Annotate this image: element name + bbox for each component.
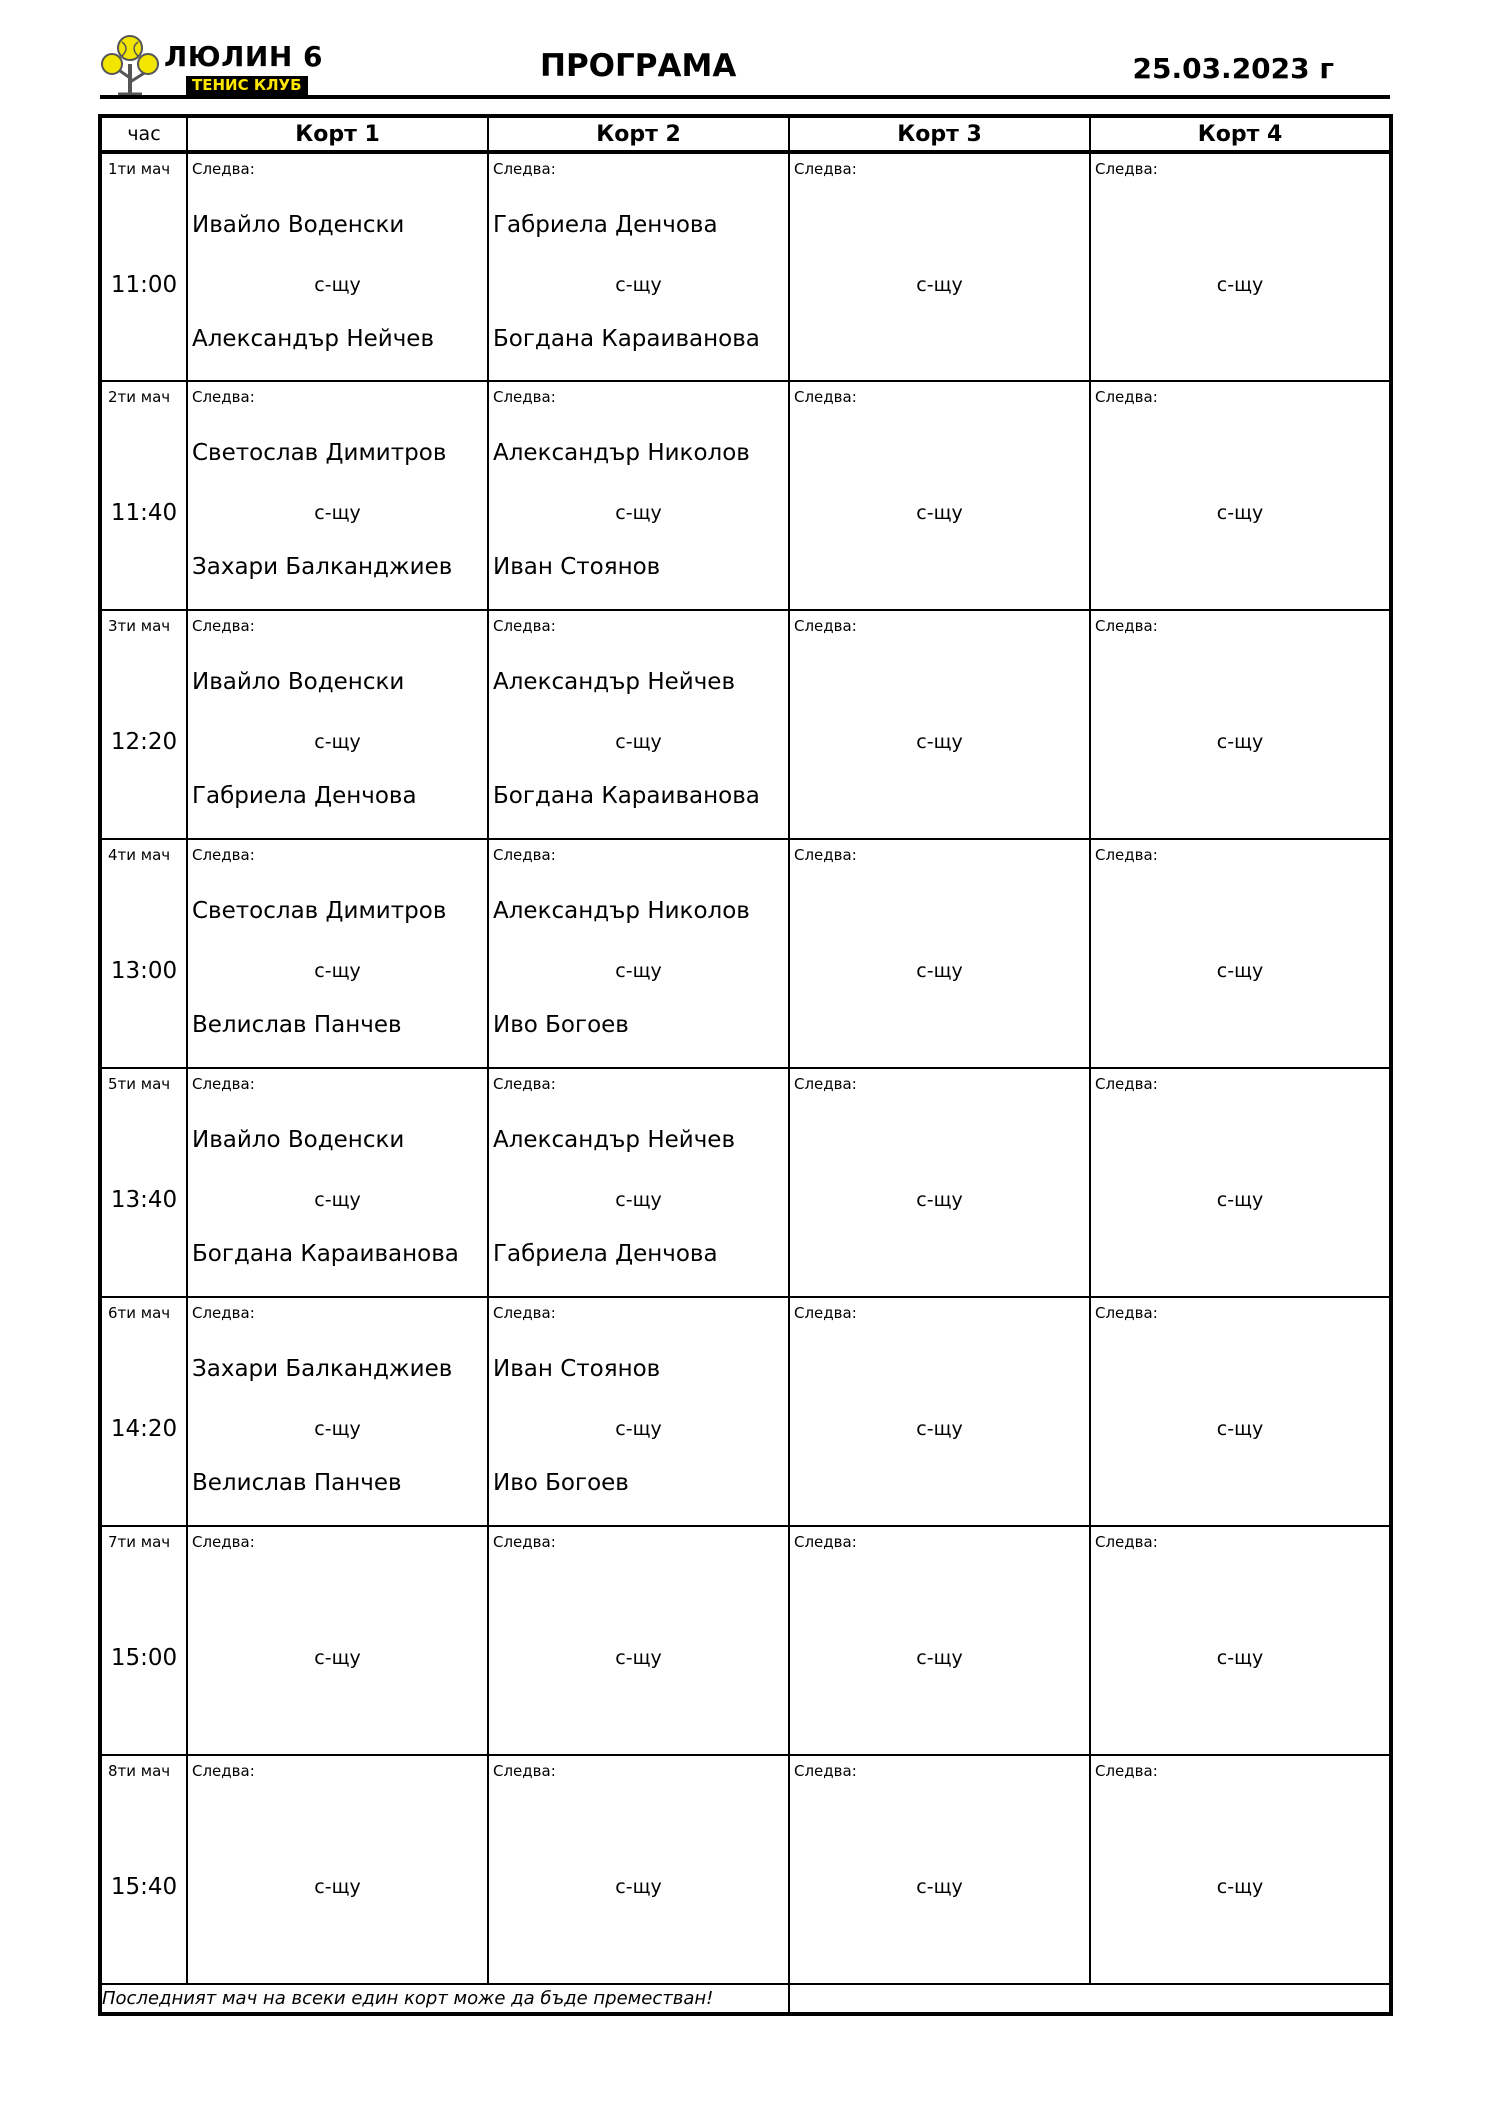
hour-column-header: час (100, 116, 187, 152)
player-two: Богдана Караиванова (493, 783, 760, 809)
versus-label: с-щу (615, 1647, 662, 1669)
versus-label: с-щу (314, 731, 361, 753)
match-time-cell (100, 152, 187, 381)
court-1-cell (187, 1297, 488, 1526)
match-time-cell (100, 1526, 187, 1755)
court-1-cell (187, 152, 488, 381)
match-time-cell (100, 1297, 187, 1526)
court-4-cell (1090, 1297, 1391, 1526)
match-number: 7ти мач (108, 1533, 171, 1551)
versus-label: с-щу (314, 274, 361, 296)
match-number: 6ти мач (108, 1304, 171, 1322)
court-3-cell (789, 1297, 1090, 1526)
player-two: Велислав Панчев (192, 1470, 402, 1496)
versus-label: с-щу (314, 1876, 361, 1898)
versus-label: с-щу (1216, 1189, 1264, 1211)
court-4-cell (1090, 1755, 1391, 1984)
versus-label: с-щу (615, 274, 662, 296)
player-one: Александър Нейчев (493, 1127, 736, 1153)
next-label: Следва: (192, 1304, 255, 1322)
table-row (100, 1068, 1391, 1297)
table-row (100, 1755, 1391, 1984)
match-number: 5ти мач (108, 1075, 171, 1093)
next-label: Следва: (794, 846, 857, 864)
player-one: Александър Николов (493, 440, 750, 466)
player-one: Светослав Димитров (192, 440, 447, 466)
match-start-time: 13:40 (110, 1187, 178, 1213)
versus-label: с-щу (1216, 731, 1264, 753)
court-2-cell (488, 152, 789, 381)
versus-label: с-щу (1216, 274, 1264, 296)
footer-row (100, 1984, 1391, 2014)
match-number: 8ти мач (108, 1762, 171, 1780)
match-time-cell (100, 610, 187, 839)
footer-note: Последният мач на всеки един корт може да бъде преместван! (100, 1984, 789, 2014)
court-4-cell (1090, 1068, 1391, 1297)
versus-label: с-щу (314, 1647, 361, 1669)
court-4-cell (1090, 381, 1391, 610)
next-label: Следва: (1095, 388, 1158, 406)
next-label: Следва: (192, 388, 255, 406)
next-label: Следва: (493, 1533, 556, 1551)
club-name: ЛЮЛИН 6 (164, 40, 323, 73)
player-one: Александър Николов (493, 898, 750, 924)
next-label: Следва: (794, 617, 857, 635)
court-2-header: Корт 2 (488, 116, 789, 152)
next-label: Следва: (794, 1762, 857, 1780)
court-3-cell (789, 1068, 1090, 1297)
court-2-cell (488, 839, 789, 1068)
court-3-cell (789, 610, 1090, 839)
player-two: Захари Балканджиев (192, 554, 453, 580)
match-start-time: 13:00 (110, 958, 178, 984)
player-one: Светослав Димитров (192, 898, 447, 924)
next-label: Следва: (192, 1075, 255, 1093)
match-number: 1ти мач (108, 160, 171, 178)
next-label: Следва: (192, 1533, 255, 1551)
match-time-cell (100, 381, 187, 610)
document-date: 25.03.2023 г (1132, 52, 1334, 85)
schedule-table (98, 114, 1393, 2016)
page-header (100, 30, 1390, 94)
versus-label: с-щу (615, 731, 662, 753)
versus-label: с-щу (615, 1189, 662, 1211)
court-2-cell (488, 1297, 789, 1526)
player-one: Иван Стоянов (493, 1356, 661, 1382)
versus-label: с-щу (916, 1647, 963, 1669)
next-label: Следва: (794, 160, 857, 178)
next-label: Следва: (794, 1533, 857, 1551)
match-time-cell (100, 1755, 187, 1984)
versus-label: с-щу (1216, 960, 1264, 982)
court-3-cell (789, 839, 1090, 1068)
club-subtitle: ТЕНИС КЛУБ (186, 76, 308, 95)
player-one: Ивайло Воденски (192, 669, 405, 695)
match-start-time: 15:40 (110, 1874, 178, 1900)
versus-label: с-щу (916, 1189, 963, 1211)
player-two: Габриела Денчова (493, 1241, 718, 1267)
match-time-cell (100, 839, 187, 1068)
court-2-cell (488, 1068, 789, 1297)
table-row (100, 1297, 1391, 1526)
next-label: Следва: (493, 388, 556, 406)
court-1-cell (187, 1068, 488, 1297)
match-time-cell (100, 1068, 187, 1297)
versus-label: с-щу (916, 960, 963, 982)
versus-label: с-щу (314, 1418, 361, 1440)
next-label: Следва: (794, 1075, 857, 1093)
versus-label: с-щу (1216, 502, 1264, 524)
court-1-header: Корт 1 (187, 116, 488, 152)
court-3-header: Корт 3 (789, 116, 1090, 152)
versus-label: с-щу (916, 274, 963, 296)
court-4-cell (1090, 610, 1391, 839)
court-3-cell (789, 1526, 1090, 1755)
court-1-cell (187, 839, 488, 1068)
next-label: Следва: (1095, 617, 1158, 635)
player-one: Александър Нейчев (493, 669, 736, 695)
next-label: Следва: (192, 617, 255, 635)
next-label: Следва: (493, 1075, 556, 1093)
versus-label: с-щу (615, 1876, 662, 1898)
player-one: Ивайло Воденски (192, 1127, 405, 1153)
court-4-cell (1090, 839, 1391, 1068)
player-one: Ивайло Воденски (192, 212, 405, 238)
court-3-cell (789, 152, 1090, 381)
versus-label: с-щу (1216, 1876, 1264, 1898)
next-label: Следва: (794, 1304, 857, 1322)
player-one: Захари Балканджиев (192, 1356, 453, 1382)
next-label: Следва: (1095, 1533, 1158, 1551)
next-label: Следва: (192, 1762, 255, 1780)
court-1-cell (187, 1755, 488, 1984)
next-label: Следва: (794, 388, 857, 406)
versus-label: с-щу (314, 1189, 361, 1211)
next-label: Следва: (493, 1762, 556, 1780)
player-two: Александър Нейчев (192, 326, 435, 352)
court-2-cell (488, 610, 789, 839)
next-label: Следва: (192, 160, 255, 178)
versus-label: с-щу (916, 1876, 963, 1898)
versus-label: с-щу (1216, 1647, 1264, 1669)
table-row (100, 152, 1391, 381)
next-label: Следва: (1095, 1075, 1158, 1093)
header-divider (100, 95, 1390, 99)
next-label: Следва: (1095, 160, 1158, 178)
player-two: Иво Богоев (493, 1012, 629, 1038)
match-start-time: 15:00 (110, 1645, 178, 1671)
next-label: Следва: (192, 846, 255, 864)
table-row (100, 839, 1391, 1068)
match-start-time: 12:20 (110, 729, 178, 755)
document-title: ПРОГРАМА (540, 48, 737, 84)
versus-label: с-щу (916, 731, 963, 753)
player-two: Велислав Панчев (192, 1012, 402, 1038)
match-number: 4ти мач (108, 846, 171, 864)
match-start-time: 14:20 (110, 1416, 178, 1442)
court-2-cell (488, 1526, 789, 1755)
court-4-header: Корт 4 (1090, 116, 1391, 152)
next-label: Следва: (1095, 1762, 1158, 1780)
club-logo (100, 34, 323, 96)
player-two: Богдана Караиванова (192, 1241, 459, 1267)
table-header-row (100, 116, 1391, 152)
versus-label: с-щу (615, 1418, 662, 1440)
match-start-time: 11:40 (110, 500, 178, 526)
next-label: Следва: (1095, 1304, 1158, 1322)
court-2-cell (488, 381, 789, 610)
player-one: Габриела Денчова (493, 212, 718, 238)
versus-label: с-щу (916, 502, 963, 524)
versus-label: с-щу (314, 502, 361, 524)
next-label: Следва: (493, 846, 556, 864)
court-4-cell (1090, 1526, 1391, 1755)
versus-label: с-щу (916, 1418, 963, 1440)
versus-label: с-щу (615, 960, 662, 982)
court-2-cell (488, 1755, 789, 1984)
player-two: Иво Богоев (493, 1470, 629, 1496)
court-4-cell (1090, 152, 1391, 381)
player-two: Богдана Караиванова (493, 326, 760, 352)
match-number: 3ти мач (108, 617, 171, 635)
next-label: Следва: (493, 160, 556, 178)
player-two: Иван Стоянов (493, 554, 661, 580)
table-row (100, 610, 1391, 839)
court-1-cell (187, 381, 488, 610)
court-1-cell (187, 1526, 488, 1755)
footer-empty-cell (789, 1984, 1391, 2014)
tennis-tree-icon (100, 34, 164, 96)
court-3-cell (789, 381, 1090, 610)
court-1-cell (187, 610, 488, 839)
versus-label: с-щу (615, 502, 662, 524)
match-start-time: 11:00 (110, 272, 178, 298)
versus-label: с-щу (1216, 1418, 1264, 1440)
schedule-body (100, 152, 1391, 1984)
match-number: 2ти мач (108, 388, 171, 406)
versus-label: с-щу (314, 960, 361, 982)
player-two: Габриела Денчова (192, 783, 417, 809)
next-label: Следва: (1095, 846, 1158, 864)
table-row (100, 1526, 1391, 1755)
next-label: Следва: (493, 1304, 556, 1322)
court-3-cell (789, 1755, 1090, 1984)
table-row (100, 381, 1391, 610)
next-label: Следва: (493, 617, 556, 635)
